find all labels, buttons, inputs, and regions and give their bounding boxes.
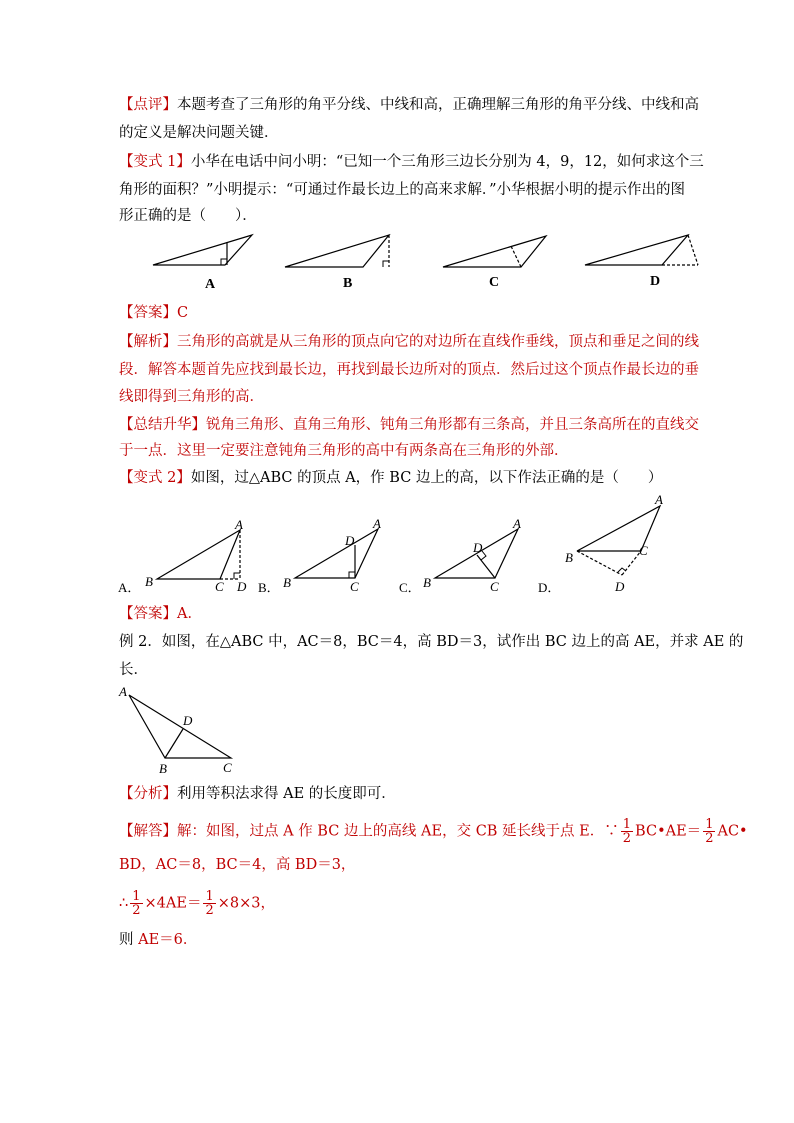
comment-tag: 【点评】 xyxy=(119,97,177,113)
solution-tag: 【解答】 xyxy=(119,823,177,840)
opt-d-point-c: C xyxy=(639,543,648,558)
variant1-analysis-line-1 xyxy=(119,332,699,352)
opt-d-point-a: A xyxy=(655,492,663,507)
frac-den-1: 2 xyxy=(622,831,632,846)
analysis-tag: 【解析】 xyxy=(119,334,177,350)
frac-num-4: 1 xyxy=(205,889,214,904)
opt-a-point-a: A xyxy=(235,517,243,532)
frac-num-3: 1 xyxy=(132,889,141,904)
fig-label-b: B xyxy=(343,276,353,291)
solution-text-2: BD，AC＝8，BC＝4，高 BD＝3， xyxy=(119,857,356,873)
opt-c-point-d: D xyxy=(473,540,483,555)
variant1-tag: 【变式 1】 xyxy=(119,154,191,170)
comment-line-1 xyxy=(119,95,699,115)
example2-analysis-line xyxy=(119,784,396,804)
fig-c-triangle xyxy=(443,236,546,267)
opt-c-point-b: B xyxy=(423,575,431,590)
analysis-text-3: 线即得到三角形的高． xyxy=(119,389,264,405)
opt-d-point-b: B xyxy=(565,550,573,565)
solution-line-2 xyxy=(119,855,355,875)
opt-a-point-d: D xyxy=(237,579,247,594)
variant1-analysis-line-3 xyxy=(119,387,264,407)
variant1-text-1: 小华在电话中问小明：“已知一个三角形三边长分别为 4，9，12，如何求这个三 xyxy=(190,154,704,170)
variant2-figures xyxy=(115,492,675,598)
fig-b-triangle xyxy=(285,235,389,267)
fig-d-height xyxy=(688,235,698,265)
example2-line-2 xyxy=(119,660,148,680)
example2-text-2: 长． xyxy=(119,662,148,678)
ex2-point-a: A xyxy=(119,684,127,699)
answer-tag: 【答案】 xyxy=(119,305,177,321)
variant1-answer-line xyxy=(119,303,188,323)
fraction-half-1 xyxy=(621,818,633,845)
opt-c-point-a: A xyxy=(513,516,521,531)
opt-c-point-c: C xyxy=(490,579,499,594)
variant1-text-2: 角形的面积？”小明提示：“可通过作最长边上的高来求解．”小华根据小明的提示作出的图 xyxy=(119,182,685,198)
option-c-label: C． xyxy=(399,580,421,595)
variant1-text-3: 形正确的是（ ）． xyxy=(119,208,257,224)
variant2-answer-line xyxy=(119,604,202,624)
fig-label-c: C xyxy=(489,275,500,290)
solution-text-1b: BC•AE＝ xyxy=(635,823,702,840)
summary-text-2: 于一点．这里一定要注意钝角三角形的高中有两条高在三角形的外部． xyxy=(119,443,569,459)
summary-text-1: 锐角三角形、直角三角形、钝角三角形都有三条高，并且三条高所在的直线交 xyxy=(206,417,699,433)
solution-line-1 xyxy=(119,818,748,845)
ex2-height-bd xyxy=(165,729,183,758)
fig-c-height xyxy=(511,246,521,267)
variant2-tag: 【变式 2】 xyxy=(119,470,191,486)
example2-figure xyxy=(115,684,245,776)
variant1-line-1 xyxy=(119,152,704,172)
solution-result: AE＝6． xyxy=(138,932,198,948)
example2-text-1: 例 2．如图，在△ABC 中，AC＝8，BC＝4，高 BD＝3，试作出 BC 边上的高 AE，并求 AE 的 xyxy=(119,634,744,650)
variant1-answer: C xyxy=(177,305,189,321)
summary-line-2 xyxy=(119,441,569,461)
fig-label-a: A xyxy=(205,277,216,292)
frac-den-3: 2 xyxy=(132,903,141,918)
opt-b-point-a: A xyxy=(373,516,381,531)
analysis-text-1: 三角形的高就是从三角形的顶点向它的对边所在直线作垂线，顶点和垂足之间的线 xyxy=(177,334,699,350)
comment-line-2 xyxy=(119,123,279,143)
ex2-point-b: B xyxy=(159,761,167,776)
fraction-half-3 xyxy=(130,890,142,917)
solution-text-1a: 解：如图，过点 A 作 BC 边上的高线 AE，交 CB 延长线于点 E．∵ xyxy=(177,823,619,840)
solution-text-3c: ×8×3， xyxy=(217,895,275,912)
opt-d-point-d: D xyxy=(615,579,625,594)
fraction-half-4 xyxy=(203,890,215,917)
opt-b-triangle xyxy=(295,529,378,578)
variant1-line-3 xyxy=(119,206,257,226)
opt-a-triangle xyxy=(157,530,240,579)
option-b-label: B． xyxy=(258,580,280,595)
fig-label-d: D xyxy=(650,274,661,289)
solution-line-4 xyxy=(119,930,197,950)
answer-tag-2: 【答案】 xyxy=(119,606,177,622)
analysis-text-2: 段．解答本题首先应找到最长边，再找到最长边所对的顶点．然后过这个顶点作最长边的垂 xyxy=(119,362,699,378)
frac-den-2: 2 xyxy=(705,831,714,846)
summary-tag: 【总结升华】 xyxy=(119,417,206,433)
fig-a-triangle xyxy=(153,235,252,265)
variant2-line xyxy=(119,468,662,488)
frac-num-2: 1 xyxy=(705,817,714,832)
solution-text-3b: ×4AE＝ xyxy=(144,895,202,912)
ex2-analysis-text: 利用等积法求得 AE 的长度即可． xyxy=(177,786,396,802)
solution-text-4a: 则 xyxy=(119,932,139,948)
ex2-point-d: D xyxy=(183,713,193,728)
opt-b-point-d: D xyxy=(345,533,355,548)
option-d-label: D． xyxy=(538,580,561,595)
fig-d-triangle xyxy=(585,235,688,265)
comment-text-2: 的定义是解决问题关键． xyxy=(119,125,279,141)
variant1-line-2 xyxy=(119,180,685,200)
solution-text-3a: ∴ xyxy=(119,895,129,912)
solution-text-1c: AC• xyxy=(717,823,748,840)
example2-line-1 xyxy=(119,632,743,652)
opt-a-point-c: C xyxy=(215,579,224,594)
frac-den-4: 2 xyxy=(205,903,214,918)
variant2-question: 如图，过△ABC 的顶点 A，作 BC 边上的高，以下作法正确的是（ ） xyxy=(190,470,663,486)
ex2-triangle xyxy=(129,695,231,758)
opt-b-point-b: B xyxy=(283,575,291,590)
summary-line-1 xyxy=(119,415,699,435)
variant1-analysis-line-2 xyxy=(119,360,699,380)
ex2-analysis-tag: 【分析】 xyxy=(119,786,177,802)
comment-text-1: 本题考查了三角形的角平分线、中线和高，正确理解三角形的角平分线、中线和高 xyxy=(177,97,699,113)
variant1-figures xyxy=(145,228,715,294)
opt-b-point-c: C xyxy=(350,579,359,594)
solution-line-3 xyxy=(119,890,275,917)
ex2-point-c: C xyxy=(223,760,232,775)
fraction-half-2 xyxy=(703,818,715,845)
opt-a-point-b: B xyxy=(145,574,153,589)
frac-num-1: 1 xyxy=(622,817,632,832)
option-a-label: A． xyxy=(118,580,141,595)
variant2-answer: A． xyxy=(177,606,202,622)
